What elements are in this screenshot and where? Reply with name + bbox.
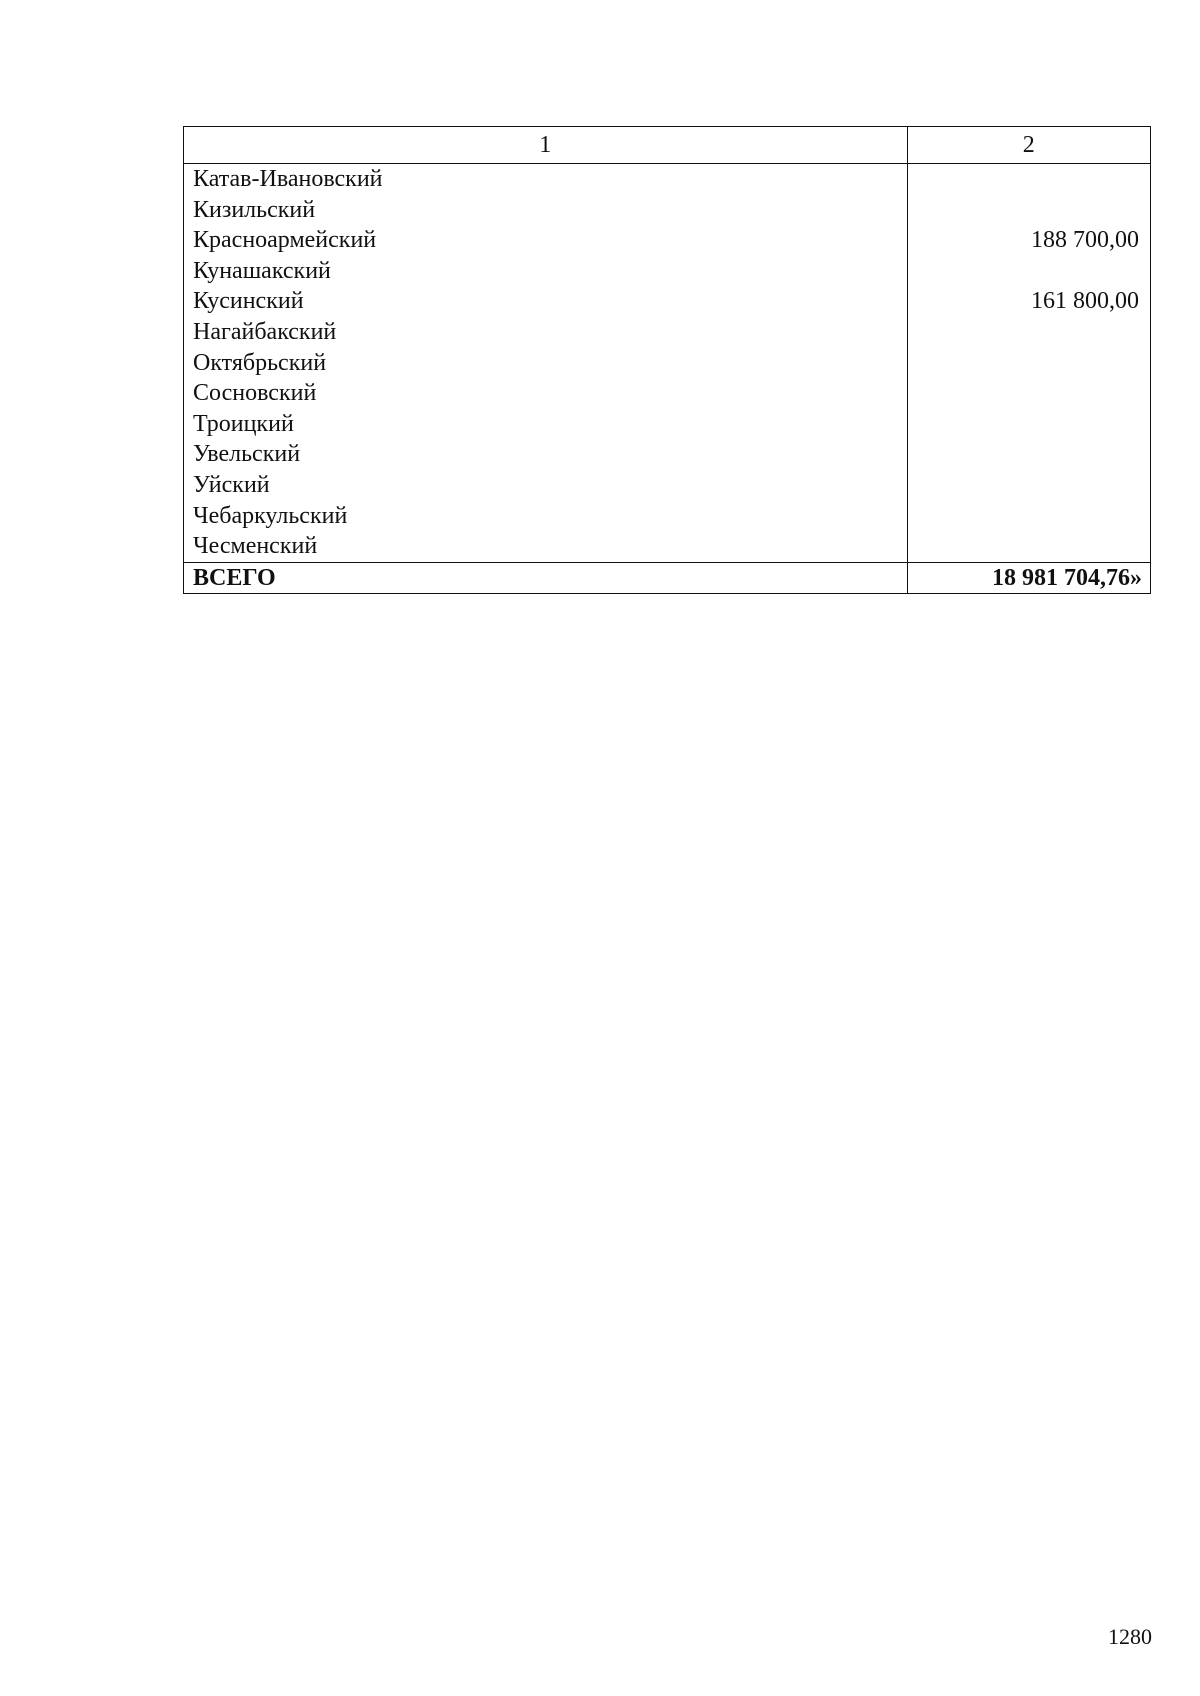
table-row-name: Троицкий (193, 410, 294, 437)
total-label: ВСЕГО (184, 562, 908, 593)
table-row-name: Нагайбакский (193, 318, 337, 345)
total-value: 18 981 704,76» (907, 562, 1150, 593)
total-row (184, 562, 1151, 593)
table-row-value: 161 800,00 (1031, 288, 1139, 315)
table-row-name: Сосновский (193, 380, 317, 407)
table-row-value (908, 501, 1139, 532)
table-row-name: Октябрьский (193, 349, 327, 376)
district-names-cell (184, 164, 908, 563)
table-row-value (908, 470, 1139, 501)
page-number: 1280 (1108, 1624, 1152, 1649)
table-row-value (908, 195, 1139, 226)
table-row-name: Чебаркульский (193, 502, 348, 529)
district-values-cell (907, 164, 1150, 563)
table-row-value (908, 378, 1139, 409)
table-row-value (908, 348, 1139, 379)
table-row-name: Кусинский (193, 288, 304, 315)
table-row-name: Катав-Ивановский (193, 166, 383, 192)
column-header-2: 2 (907, 127, 1150, 164)
header-row (184, 127, 1151, 164)
table-row-name: Красноармейский (193, 227, 377, 254)
table-row-name: Чесменский (193, 533, 318, 560)
table-row-name: Увельский (193, 441, 301, 468)
table-row-name: Кизильский (193, 196, 316, 223)
table-row-value (908, 439, 1139, 470)
table-body-row (184, 164, 1151, 563)
data-table (183, 126, 1151, 594)
table-row-value (908, 409, 1139, 440)
column-header-1: 1 (184, 127, 908, 164)
table-row-name: Уйский (193, 471, 270, 498)
table-row-value (908, 531, 1139, 562)
table-row-name: Кунашакский (193, 257, 331, 284)
table-row-value (908, 256, 1139, 287)
table-row-value (908, 317, 1139, 348)
table-row-value (908, 164, 1139, 195)
table-row-value: 188 700,00 (1031, 227, 1139, 254)
